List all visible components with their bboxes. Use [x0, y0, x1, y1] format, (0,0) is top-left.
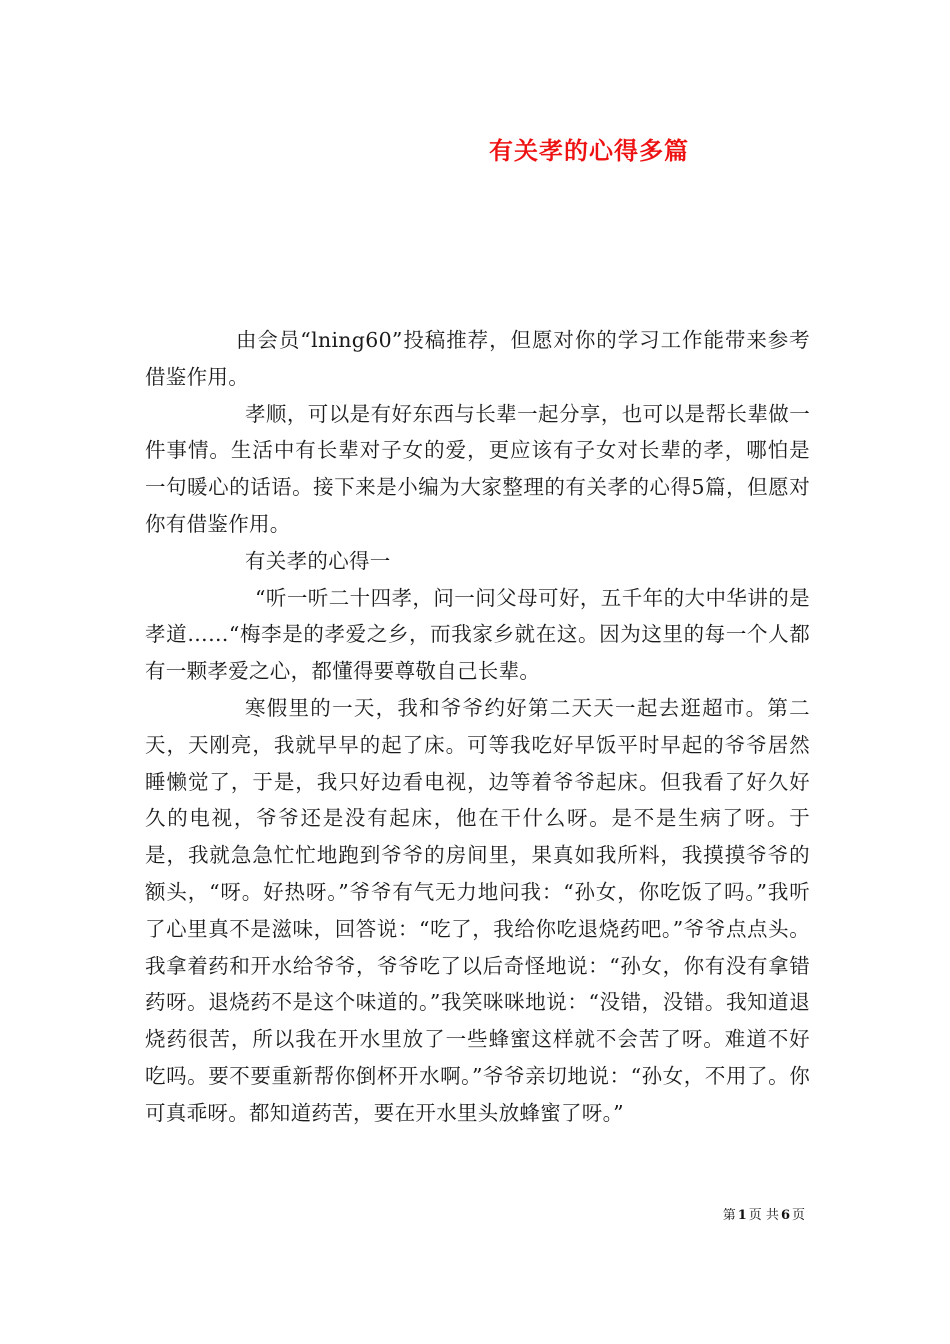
summary-paragraph: 孝顺，可以是有好东西与长辈一起分享，也可以是帮长辈做一件事情。生活中有长辈对子女的爱，更应该有子女对长辈的孝，哪怕是一句暖心的话语。接下来是小编为大家整理的有关孝的心得5篇，但愿对你有借鉴作用。 — [145, 401, 810, 536]
section-heading: 有关孝的心得一 — [245, 548, 391, 573]
intro-paragraph: 由会员“lning60”投稿推荐，但愿对你的学习工作能带来参考借鉴作用。 — [145, 328, 810, 389]
footer-middle: 页 共 — [748, 1208, 779, 1223]
document-title: 有关孝的心得多篇 — [489, 136, 689, 165]
document-body — [145, 322, 810, 1132]
current-page-number: 1 — [737, 1208, 747, 1223]
footer-prefix: 第 — [722, 1208, 736, 1223]
footer-suffix: 页 — [791, 1208, 805, 1223]
total-page-count: 6 — [780, 1208, 790, 1223]
body-paragraph: “听一听二十四孝，问一问父母可好，五千年的大中华讲的是孝道……“梅李是的孝爱之乡，而我家乡就在这。因为这里的每一个人都有一颗孝爱之心，都懂得要尊敬自己长辈。 — [145, 585, 810, 684]
page-footer — [723, 1204, 805, 1223]
body-paragraph: 寒假里的一天，我和爷爷约好第二天天一起去逛超市。第二天，天刚亮，我就早早的起了床。可等我吃好早饭平时早起的爷爷居然睡懒觉了，于是，我只好边看电视，边等着爷爷起床。但我看了好久好久的电视，爷爷还是没有起床，他在干什么呀。是不是生病了呀。于是，我就急急忙忙地跑到爷爷的房间里，果真如我所料，我摸摸爷爷的额头，“呀。好热呀。”爷爷有气无力地问我：“孙女，你吃饭了吗。”我听了心里真不是滋味，回答说：“吃了，我给你吃退烧药吧。”爷爷点点头。我拿着药和开水给爷爷，爷爷吃了以后奇怪地说：“孙女，你有没有拿错药呀。退烧药不是这个味道的。”我笑咪咪地说：“没错，没错。我知道退烧药很苦，所以我在开水里放了一些蜂蜜这样就不会苦了呀。难道不好吃吗。要不要重新帮你倒杯开水啊。”爷爷亲切地说：“孙女，不用了。你可真乖呀。都知道药苦，要在开水里头放蜂蜜了呀。” — [145, 695, 810, 1125]
